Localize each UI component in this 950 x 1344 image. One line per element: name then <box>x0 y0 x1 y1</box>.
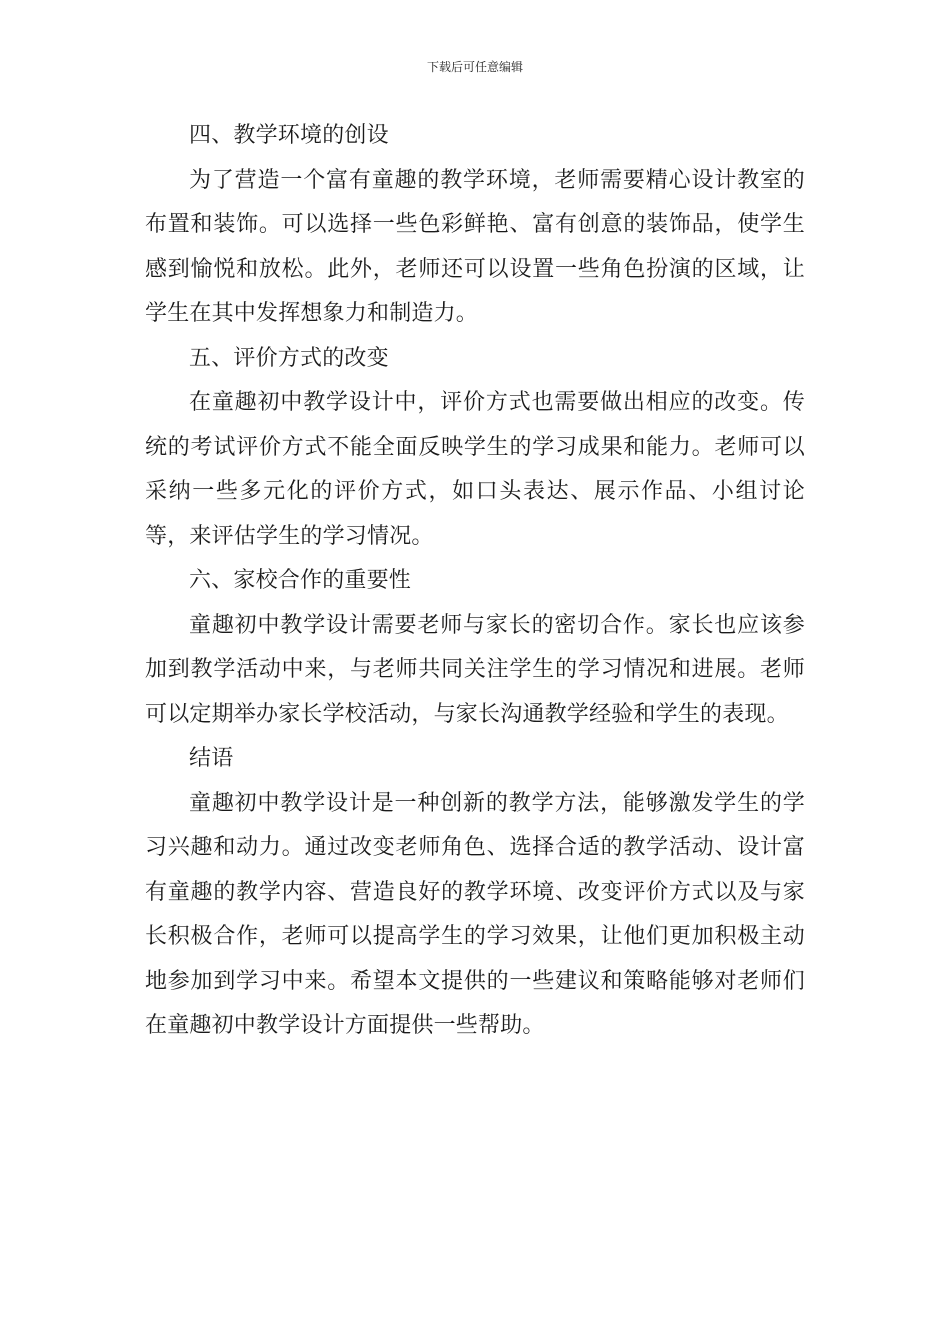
document-body <box>145 114 805 1049</box>
page-header: 下载后可任意编辑 <box>426 60 523 74</box>
section-heading: 六、家校合作的重要性 <box>189 568 412 593</box>
conclusion-paragraph: 童趣初中教学设计是一种创新的教学方法，能够激发学生的学习兴趣和动力。通过改变老师角色、选择合适的教学活动、设计富有童趣的教学内容、营造良好的教学环境、改变评价方式以及与家长积极合作，老师可以提高学生的学习效果，让他们更加积极主动地参加到学习中来。希望本文提供的一些建议和策略能够对老师们在童趣初中教学设计方面提供一些帮助。 <box>145 790 805 1038</box>
section-heading: 五、评价方式的改变 <box>189 345 389 371</box>
conclusion-heading: 结语 <box>189 746 234 771</box>
section-paragraph: 在童趣初中教学设计中，评价方式也需要做出相应的改变。传统的考试评价方式不能全面反映学生的学习成果和能力。老师可以采纳一些多元化的评价方式，如口头表达、展示作品、小组讨论等，来评估学生的学习情况。 <box>145 390 805 549</box>
section-paragraph: 童趣初中教学设计需要老师与家长的密切合作。家长也应该参加到教学活动中来，与老师共同关注学生的学习情况和进展。老师可以定期举办家长学校活动，与家长沟通教学经验和学生的表现。 <box>145 612 805 727</box>
section-paragraph: 为了营造一个富有童趣的教学环境，老师需要精心设计教室的布置和装饰。可以选择一些色彩鲜艳、富有创意的装饰品，使学生感到愉悦和放松。此外，老师还可以设置一些角色扮演的区域，让学生在其中发挥想象力和制造力。 <box>145 167 805 326</box>
section-heading: 四、教学环境的创设 <box>189 123 389 148</box>
